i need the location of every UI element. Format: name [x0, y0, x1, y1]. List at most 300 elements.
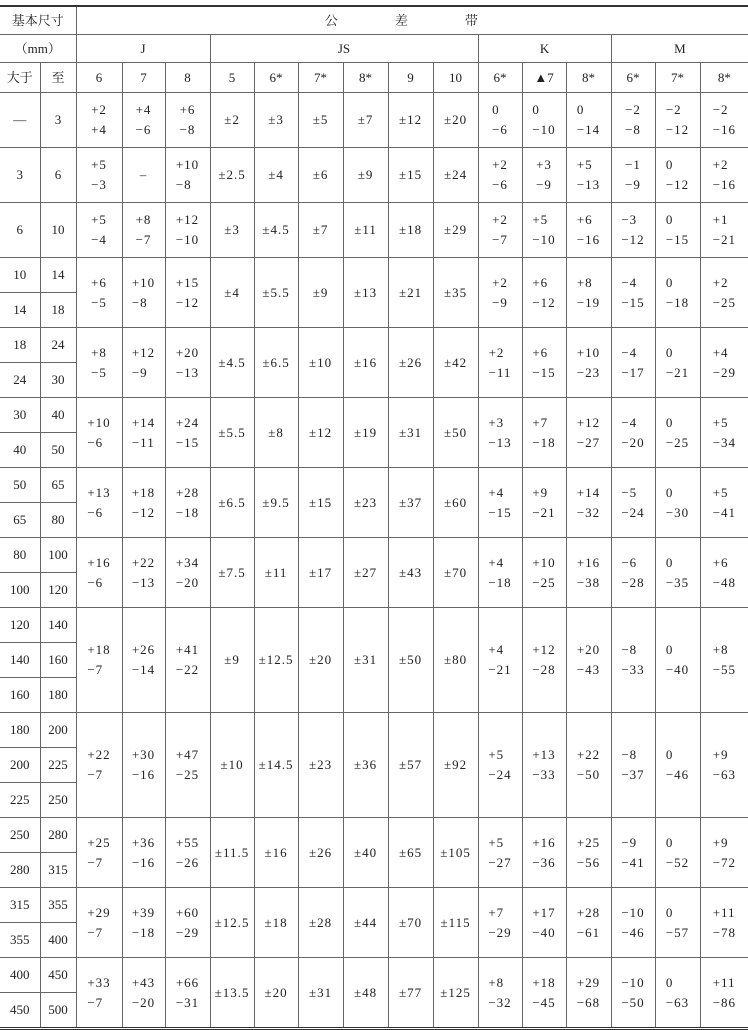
- deviation-values: [492, 210, 508, 250]
- deviation-value: −19: [576, 294, 601, 310]
- tolerance-cell: [165, 888, 210, 958]
- size-over: 315: [0, 888, 40, 923]
- grade-header: 6*: [478, 63, 522, 93]
- deviation-value: −10: [621, 904, 645, 920]
- deviation-values: [577, 640, 600, 680]
- tolerance-cell: [522, 818, 566, 888]
- deviation-values: [132, 483, 155, 523]
- size-over: 18: [0, 328, 40, 363]
- tolerance-cell: [478, 608, 522, 713]
- deviation-value: −7: [87, 854, 104, 870]
- tolerance-cell: [478, 398, 522, 468]
- size-to: 180: [40, 678, 76, 713]
- tolerance-cell: [388, 203, 433, 258]
- tolerance-group-j: J: [76, 35, 210, 63]
- deviation-value: +17: [532, 904, 556, 920]
- tolerance-cell: [611, 713, 655, 818]
- deviation-value: +12: [175, 212, 200, 227]
- deviation-value: ±15: [308, 494, 333, 510]
- deviation-value: +8: [135, 212, 152, 227]
- deviation-value: ±9: [312, 284, 329, 300]
- deviation-value: −48: [712, 574, 737, 590]
- tolerance-cell: [210, 713, 254, 818]
- deviation-value: −12: [665, 177, 690, 192]
- deviation-value: −15: [532, 364, 556, 380]
- deviation-value: −18: [665, 294, 690, 310]
- deviation-values: [440, 983, 471, 1003]
- size-to: 400: [40, 923, 76, 958]
- deviation-value: −13: [576, 177, 601, 192]
- deviation-values: [713, 903, 736, 943]
- tolerance-cell: [165, 713, 210, 818]
- deviation-value: −41: [712, 504, 737, 520]
- deviation-value: +6: [532, 344, 549, 360]
- tolerance-cell: [566, 93, 611, 148]
- deviation-value: ±6: [312, 167, 329, 182]
- deviation-values: [621, 553, 644, 593]
- tolerance-cell: [611, 888, 655, 958]
- deviation-values: [444, 493, 467, 513]
- deviation-value: −13: [488, 434, 512, 450]
- deviation-value: ±31: [353, 652, 378, 667]
- tolerance-cell: [700, 93, 748, 148]
- deviation-values: [713, 413, 736, 453]
- size-to: 315: [40, 853, 76, 888]
- size-to: 40: [40, 398, 76, 433]
- tolerance-cell: [611, 958, 655, 1029]
- deviation-values: [399, 110, 422, 130]
- tolerance-cell: [165, 328, 210, 398]
- grade-header: 7*: [298, 63, 343, 93]
- deviation-value: −9: [621, 834, 638, 850]
- deviation-value: +13: [87, 484, 111, 500]
- tolerance-cell: [566, 888, 611, 958]
- deviation-values: [399, 165, 422, 185]
- deviation-values: [532, 100, 555, 140]
- deviation-values: [621, 903, 644, 943]
- deviation-values: [176, 833, 199, 873]
- deviation-value: −40: [665, 662, 690, 677]
- deviation-value: −25: [175, 767, 200, 782]
- tolerance-cell: [76, 328, 122, 398]
- deviation-value: −8: [621, 747, 638, 762]
- deviation-value: ±105: [440, 844, 471, 860]
- deviation-value: +20: [576, 642, 601, 657]
- deviation-value: ±31: [308, 984, 333, 1000]
- deviation-value: 0: [665, 344, 674, 360]
- deviation-values: [354, 563, 377, 583]
- deviation-value: ±23: [353, 494, 378, 510]
- tolerance-cell: [298, 538, 343, 608]
- deviation-value: ±18: [264, 914, 288, 930]
- tolerance-cell: [655, 328, 700, 398]
- deviation-value: −11: [131, 434, 155, 450]
- deviation-value: +22: [87, 747, 111, 762]
- deviation-value: +8: [576, 274, 593, 290]
- size-over: 400: [0, 958, 40, 993]
- grade-header: ▲7: [522, 63, 566, 93]
- deviation-value: +34: [175, 554, 200, 570]
- deviation-value: −23: [576, 364, 601, 380]
- tolerance-cell: [433, 608, 478, 713]
- deviation-value: +25: [87, 834, 111, 850]
- tolerance-cell: [478, 93, 522, 148]
- deviation-value: −10: [621, 974, 645, 990]
- deviation-values: [488, 483, 511, 523]
- deviation-values: [536, 155, 552, 195]
- deviation-value: +5: [488, 834, 505, 850]
- size-to: 200: [40, 713, 76, 748]
- deviation-value: −68: [576, 994, 601, 1010]
- deviation-values: [399, 493, 422, 513]
- deviation-values: [264, 983, 287, 1003]
- deviation-values: [492, 155, 508, 195]
- tolerance-cell: [76, 888, 122, 958]
- tolerance-cell: [478, 888, 522, 958]
- tolerance-cell: [165, 608, 210, 713]
- deviation-value: ±15: [398, 167, 423, 182]
- deviation-value: ±2: [224, 112, 240, 127]
- deviation-values: [215, 983, 250, 1003]
- deviation-value: −32: [576, 504, 601, 520]
- deviation-values: [577, 100, 600, 140]
- tolerance-cell: [388, 328, 433, 398]
- tolerance-cell: [254, 258, 298, 328]
- deviation-values: [136, 210, 152, 250]
- deviation-values: [215, 913, 250, 933]
- tolerance-cell: [611, 468, 655, 538]
- tolerance-cell: [566, 713, 611, 818]
- size-over: 225: [0, 783, 40, 818]
- deviation-values: [713, 553, 736, 593]
- deviation-value: ±36: [353, 757, 378, 772]
- tolerance-cell: [655, 93, 700, 148]
- tolerance-cell: [478, 468, 522, 538]
- deviation-value: +25: [576, 834, 601, 850]
- deviation-values: [354, 423, 377, 443]
- tolerance-cell: [165, 468, 210, 538]
- tolerance-cell: [254, 818, 298, 888]
- deviation-value: +29: [576, 974, 601, 990]
- deviation-value: ±9: [357, 167, 374, 182]
- deviation-value: +16: [532, 834, 556, 850]
- deviation-value: ±4: [224, 284, 240, 300]
- tolerance-cell: [566, 538, 611, 608]
- deviation-value: 0: [665, 904, 674, 920]
- deviation-values: [488, 745, 511, 785]
- deviation-value: −45: [532, 994, 556, 1010]
- deviation-values: [354, 650, 377, 670]
- deviation-value: −3: [621, 212, 638, 227]
- tolerance-cell: [76, 203, 122, 258]
- size-to: 50: [40, 433, 76, 468]
- deviation-value: −15: [175, 434, 200, 450]
- tolerance-cell: [522, 203, 566, 258]
- tolerance-cell: [388, 258, 433, 328]
- table-row: [0, 148, 748, 203]
- table-row: [0, 958, 748, 993]
- tolerance-group-js: JS: [210, 35, 478, 63]
- deviation-value: −5: [91, 294, 107, 310]
- deviation-values: [577, 210, 600, 250]
- deviation-values: [440, 843, 471, 863]
- deviation-value: −10: [175, 232, 200, 247]
- deviation-value: +2: [488, 344, 505, 360]
- deviation-values: [87, 553, 110, 593]
- deviation-values: [489, 343, 512, 383]
- tolerance-cell: [433, 538, 478, 608]
- deviation-values: [625, 100, 641, 140]
- deviation-value: −7: [87, 767, 104, 782]
- deviation-value: −20: [175, 574, 200, 590]
- deviation-values: [262, 493, 289, 513]
- tolerance-cell: [76, 258, 122, 328]
- deviation-values: [354, 493, 377, 513]
- deviation-value: +43: [131, 974, 156, 990]
- tolerance-cell: [433, 818, 478, 888]
- tolerance-cell: [76, 538, 122, 608]
- deviation-value: −6: [135, 122, 152, 137]
- tolerance-cell: [478, 958, 522, 1029]
- tolerance-cell: [343, 608, 388, 713]
- deviation-values: [532, 903, 555, 943]
- deviation-value: ±12.5: [258, 652, 294, 667]
- deviation-value: ±10: [308, 354, 333, 370]
- deviation-value: +36: [131, 834, 156, 850]
- deviation-value: +5: [488, 747, 505, 762]
- tolerance-cell: [700, 398, 748, 468]
- deviation-value: +3: [536, 157, 552, 172]
- deviation-values: [91, 100, 107, 140]
- deviation-values: [577, 483, 600, 523]
- deviation-value: ±40: [353, 844, 378, 860]
- deviation-value: +7: [488, 904, 505, 920]
- tolerance-cell: [343, 148, 388, 203]
- deviation-value: −27: [488, 854, 512, 870]
- tolerance-cell: [254, 888, 298, 958]
- deviation-value: −28: [532, 662, 556, 677]
- deviation-values: [132, 273, 155, 313]
- deviation-value: −29: [712, 364, 737, 380]
- deviation-value: −25: [712, 294, 737, 310]
- tolerance-cell: [122, 328, 165, 398]
- deviation-value: +8: [712, 642, 729, 657]
- deviation-value: −2: [625, 102, 641, 117]
- deviation-value: ±65: [398, 844, 423, 860]
- deviation-values: [399, 353, 422, 373]
- tolerance-cell: [343, 328, 388, 398]
- deviation-values: [176, 210, 199, 250]
- tolerance-cell: [254, 608, 298, 713]
- deviation-value: +11: [712, 974, 736, 990]
- size-to: 140: [40, 608, 76, 643]
- deviation-value: +4: [135, 102, 152, 117]
- deviation-value: −24: [621, 504, 645, 520]
- deviation-value: −12: [621, 232, 645, 247]
- tolerance-cell: [165, 148, 210, 203]
- deviation-values: [577, 155, 600, 195]
- deviation-value: +16: [576, 554, 601, 570]
- deviation-value: 0: [665, 747, 674, 762]
- deviation-value: ±125: [440, 984, 471, 1000]
- deviation-value: ±5: [312, 112, 329, 127]
- tolerance-cell: [611, 93, 655, 148]
- deviation-value: +6: [576, 212, 593, 227]
- deviation-values: [666, 343, 689, 383]
- deviation-values: [444, 220, 467, 240]
- deviation-values: [265, 563, 288, 583]
- tolerance-cell: [655, 958, 700, 1029]
- deviation-values: [309, 913, 332, 933]
- deviation-value: −8: [175, 177, 192, 192]
- deviation-values: [224, 283, 240, 303]
- tolerance-cell: [478, 148, 522, 203]
- tolerance-cell: [343, 888, 388, 958]
- deviation-values: [621, 210, 644, 250]
- deviation-value: −1: [625, 157, 641, 172]
- size-over: 180: [0, 713, 40, 748]
- deviation-value: −26: [175, 854, 200, 870]
- deviation-value: ±31: [398, 424, 423, 440]
- deviation-values: [354, 353, 377, 373]
- table-row: [0, 203, 748, 258]
- size-to: 24: [40, 328, 76, 363]
- deviation-value: −21: [665, 364, 690, 380]
- deviation-value: −13: [175, 364, 200, 380]
- tolerance-cell: [122, 148, 165, 203]
- deviation-values: [532, 833, 555, 873]
- deviation-values: [262, 353, 289, 373]
- size-over: 24: [0, 363, 40, 398]
- deviation-value: ±19: [353, 424, 378, 440]
- size-to: 80: [40, 503, 76, 538]
- deviation-values: [220, 755, 243, 775]
- deviation-value: ±20: [443, 112, 468, 127]
- deviation-value: −43: [576, 662, 601, 677]
- deviation-value: −22: [175, 662, 200, 677]
- grade-header: 8*: [343, 63, 388, 93]
- tolerance-cell: [700, 258, 748, 328]
- tolerance-cell: [254, 713, 298, 818]
- deviation-value: +10: [576, 344, 601, 360]
- deviation-values: [87, 413, 110, 453]
- deviation-value: +8: [91, 344, 107, 360]
- deviation-value: ±70: [398, 914, 423, 930]
- tolerance-cell: [343, 258, 388, 328]
- deviation-value: +15: [175, 274, 200, 290]
- deviation-values: [176, 273, 199, 313]
- deviation-value: +29: [87, 904, 111, 920]
- size-over: 30: [0, 398, 40, 433]
- deviation-value: 0: [665, 157, 674, 172]
- tolerance-cell: [254, 398, 298, 468]
- deviation-values: [132, 973, 155, 1013]
- size-to: 14: [40, 258, 76, 293]
- deviation-value: +9: [712, 834, 729, 850]
- deviation-value: +5: [576, 157, 593, 172]
- deviation-value: ±80: [443, 652, 468, 667]
- deviation-values: [621, 413, 644, 453]
- deviation-value: −33: [621, 662, 645, 677]
- deviation-value: +4: [712, 344, 729, 360]
- basic-size-header: 基本尺寸: [0, 6, 76, 35]
- deviation-values: [313, 283, 329, 303]
- tolerance-zone-title: 公 差 带: [324, 12, 500, 28]
- table-row: [0, 93, 748, 148]
- tolerance-cell: [254, 958, 298, 1029]
- deviation-values: [132, 745, 155, 785]
- deviation-value: ±77: [398, 984, 423, 1000]
- deviation-value: −15: [621, 294, 645, 310]
- deviation-value: ±29: [443, 222, 468, 237]
- tolerance-cell: [165, 203, 210, 258]
- deviation-values: [262, 283, 289, 303]
- deviation-value: ±2.5: [218, 167, 246, 182]
- deviation-values: [176, 155, 199, 195]
- tolerance-cell: [210, 258, 254, 328]
- size-over: 6: [0, 203, 40, 258]
- deviation-values: [399, 843, 422, 863]
- deviation-value: +60: [175, 904, 200, 920]
- deviation-values: [399, 913, 422, 933]
- tolerance-cell: [343, 93, 388, 148]
- deviation-value: −56: [576, 854, 601, 870]
- deviation-value: −38: [576, 574, 601, 590]
- deviation-values: [176, 413, 199, 453]
- deviation-value: +6: [179, 102, 196, 117]
- deviation-value: +2: [712, 274, 729, 290]
- deviation-value: −6: [87, 504, 104, 520]
- size-to: 355: [40, 888, 76, 923]
- deviation-value: −4: [621, 414, 638, 430]
- deviation-value: ±3: [224, 222, 240, 237]
- tolerance-cell: [388, 713, 433, 818]
- deviation-values: [309, 983, 332, 1003]
- deviation-value: ±28: [308, 914, 333, 930]
- tolerance-cell: [122, 888, 165, 958]
- tolerance-cell: [433, 713, 478, 818]
- tolerance-cell: [700, 958, 748, 1029]
- tolerance-cell: [210, 958, 254, 1029]
- size-over: 120: [0, 608, 40, 643]
- deviation-values: [399, 650, 422, 670]
- deviation-values: [399, 755, 422, 775]
- deviation-values: [309, 650, 332, 670]
- deviation-value: ±12.5: [214, 914, 250, 930]
- deviation-value: ±115: [440, 914, 471, 930]
- to-header: 至: [40, 63, 76, 93]
- deviation-value: −10: [532, 232, 556, 247]
- deviation-values: [577, 973, 600, 1013]
- tolerance-cell: [210, 148, 254, 203]
- tolerance-cell: [611, 203, 655, 258]
- size-over: 280: [0, 853, 40, 888]
- deviation-value: −78: [712, 924, 737, 940]
- deviation-value: +7: [532, 414, 549, 430]
- deviation-value: +30: [131, 747, 156, 762]
- tolerance-cell: [165, 538, 210, 608]
- deviation-value: ±92: [443, 757, 468, 772]
- deviation-values: [132, 903, 155, 943]
- tolerance-cell: [433, 258, 478, 328]
- size-over: —: [0, 93, 40, 148]
- deviation-value: ±11: [264, 564, 288, 580]
- deviation-value: +6: [532, 274, 549, 290]
- grade-header: 8: [165, 63, 210, 93]
- tolerance-cell: [522, 958, 566, 1029]
- deviation-value: 0: [665, 642, 674, 657]
- deviation-value: +24: [175, 414, 200, 430]
